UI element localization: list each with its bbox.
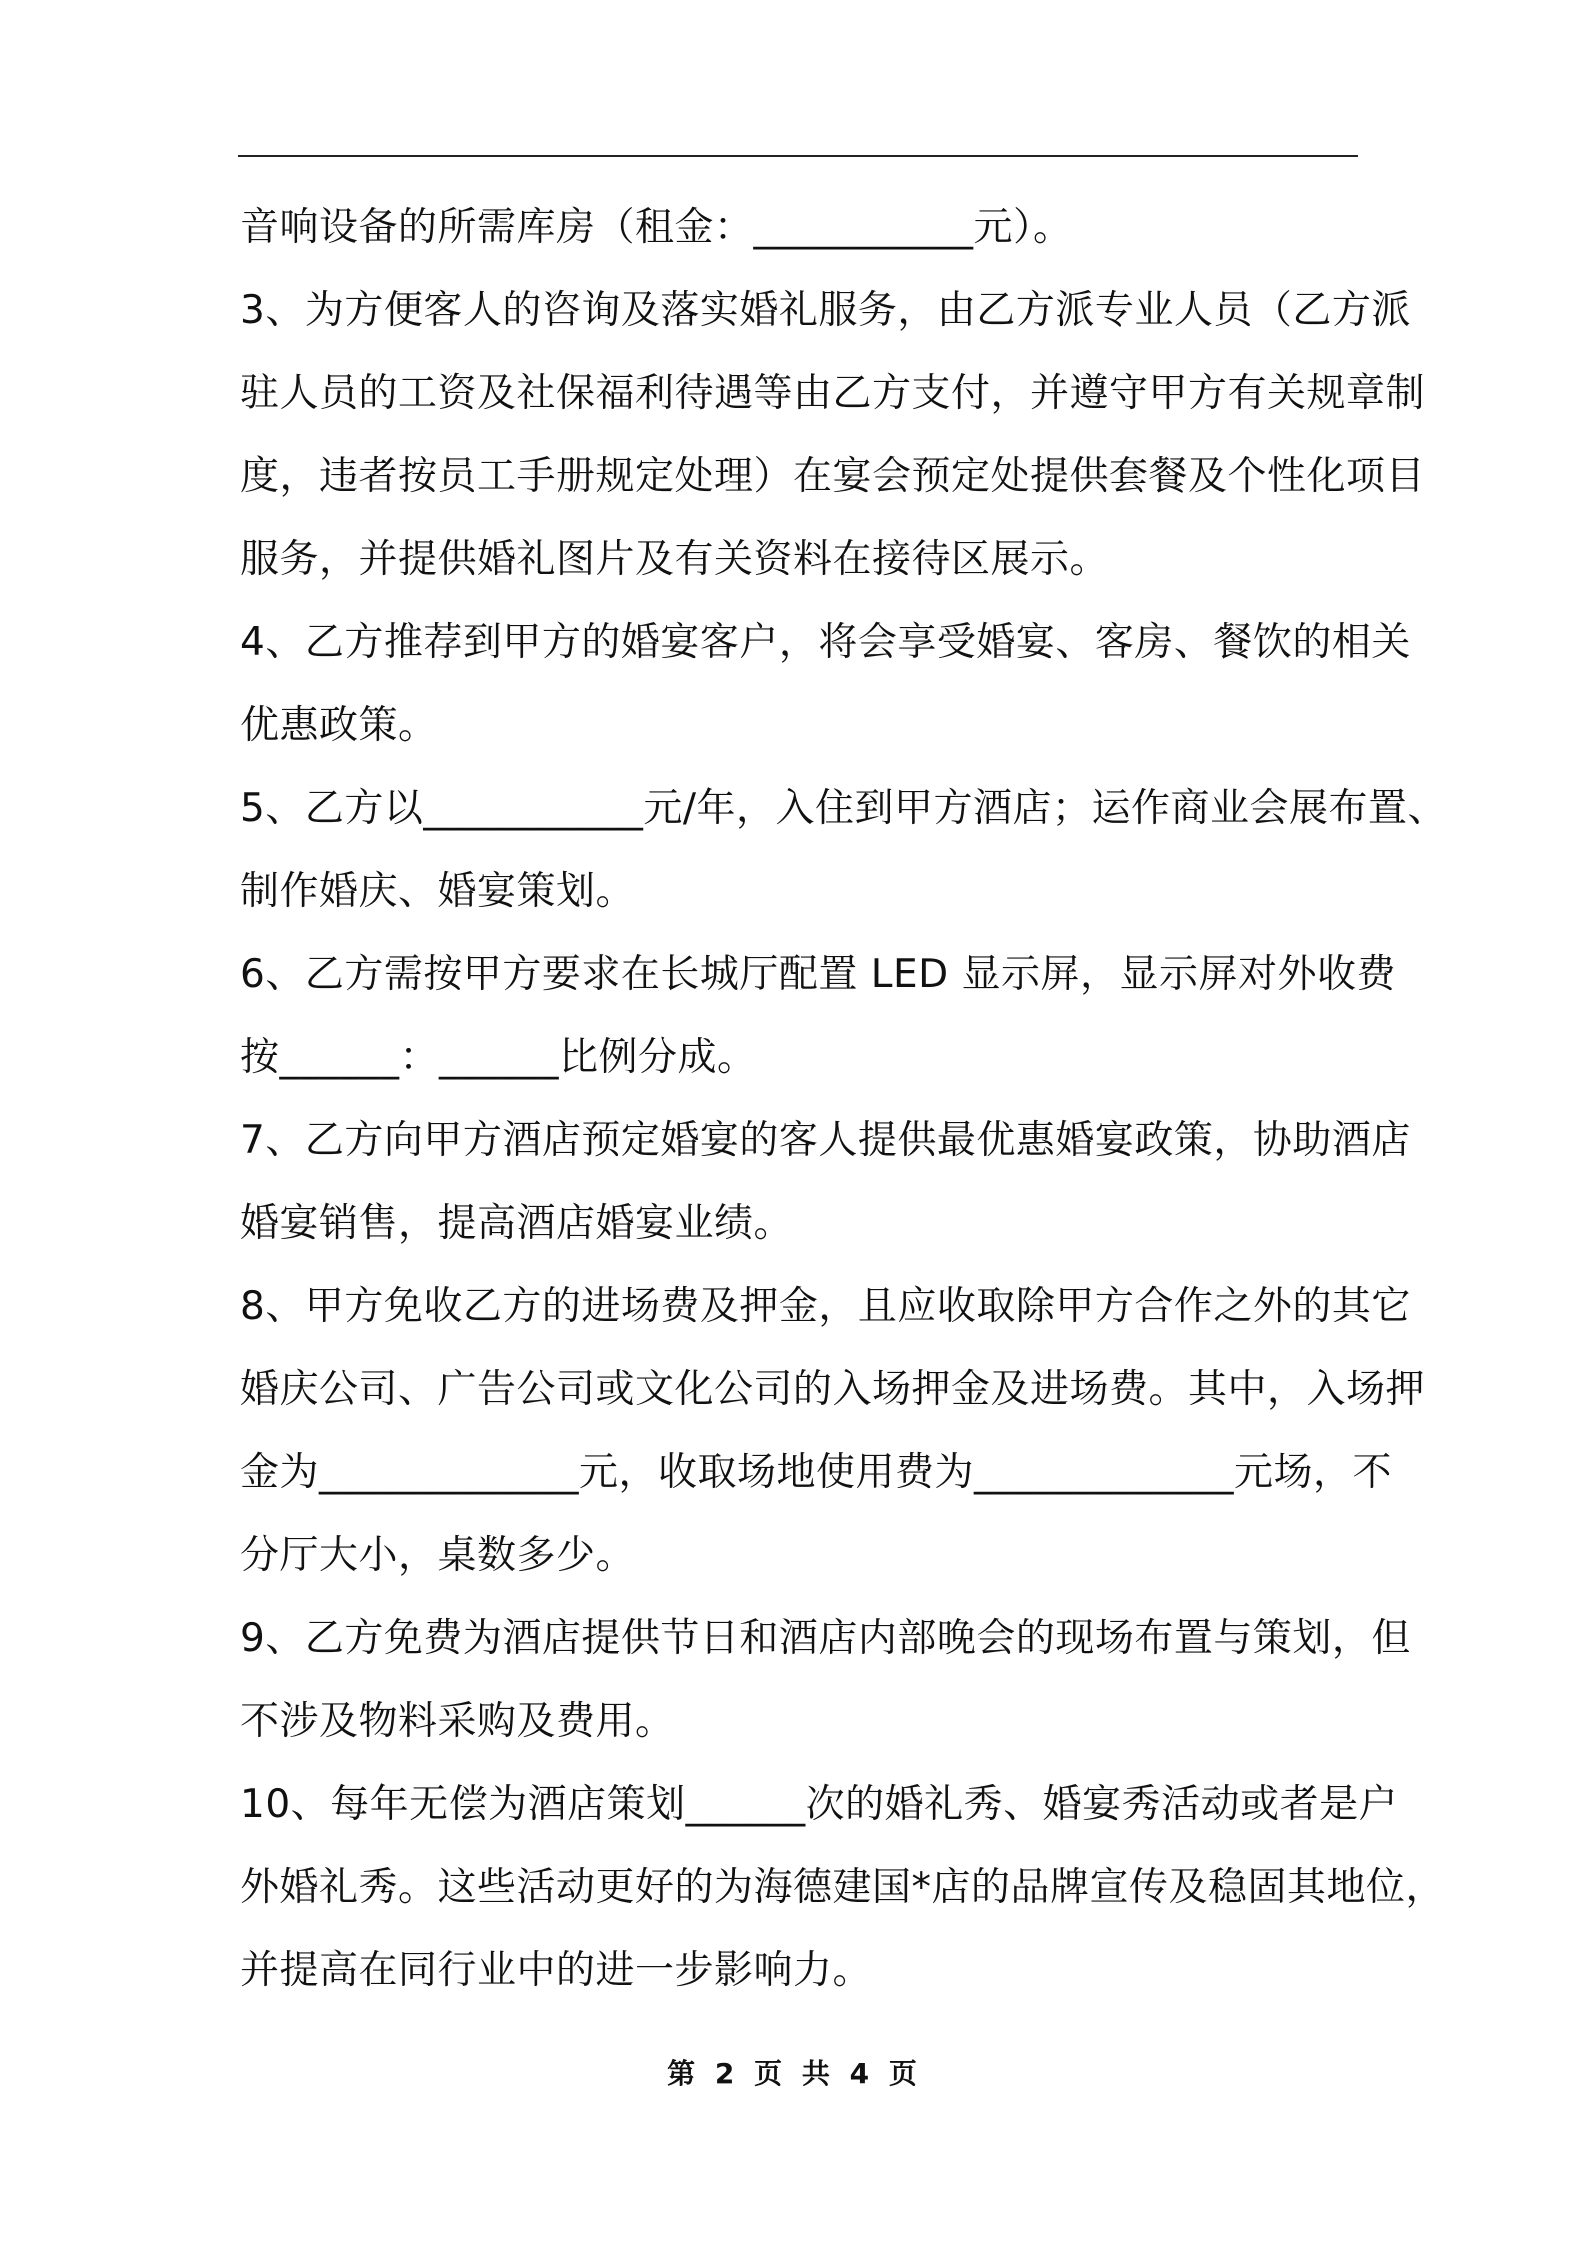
document-body <box>240 197 1447 2023</box>
text-line-16: 金为_____________元，收取场地使用费为_____________元场，不 <box>240 1450 1393 1495</box>
text-line-18: 9、乙方免费为酒店提供节日和酒店内部晚会的现场布置与策划，但 <box>240 1616 1411 1661</box>
header-rule <box>238 155 1358 157</box>
text-line-9: 制作婚庆、婚宴策划。 <box>240 869 636 914</box>
text-line-11: 按______：______比例分成。 <box>240 1035 757 1080</box>
text-line-2: 3、为方便客人的咨询及落实婚礼服务，由乙方派专业人员（乙方派 <box>240 288 1411 333</box>
text-line-7: 优惠政策。 <box>240 703 438 748</box>
text-line-1: 音响设备的所需库房（租金：___________元）。 <box>240 205 1073 250</box>
page-number-footer: 第 2 页 共 4 页 <box>667 2057 919 2090</box>
text-line-10: 6、乙方需按甲方要求在长城厅配置 LED 显示屏，显示屏对外收费 <box>240 952 1397 997</box>
text-line-3: 驻人员的工资及社保福利待遇等由乙方支付，并遵守甲方有关规章制 <box>240 371 1426 416</box>
text-line-5: 服务，并提供婚礼图片及有关资料在接待区展示。 <box>240 537 1110 582</box>
text-line-20: 10、每年无偿为酒店策划______次的婚礼秀、婚宴秀活动或者是户 <box>240 1782 1399 1827</box>
text-line-6: 4、乙方推荐到甲方的婚宴客户，将会享受婚宴、客房、餐饮的相关 <box>240 620 1411 665</box>
text-line-12: 7、乙方向甲方酒店预定婚宴的客人提供最优惠婚宴政策，协助酒店 <box>240 1118 1411 1163</box>
text-line-13: 婚宴销售，提高酒店婚宴业绩。 <box>240 1201 794 1246</box>
text-line-15: 婚庆公司、广告公司或文化公司的入场押金及进场费。其中，入场押 <box>240 1367 1426 1412</box>
text-line-19: 不涉及物料采购及费用。 <box>240 1699 675 1744</box>
text-line-8: 5、乙方以___________元/年，入住到甲方酒店；运作商业会展布置、 <box>240 786 1447 831</box>
text-line-14: 8、甲方免收乙方的进场费及押金，且应收取除甲方合作之外的其它 <box>240 1284 1411 1329</box>
text-line-17: 分厅大小，桌数多少。 <box>240 1533 636 1578</box>
text-line-21: 外婚礼秀。这些活动更好的为海德建国*店的品牌宣传及稳固其地位， <box>240 1865 1446 1910</box>
text-line-22: 并提高在同行业中的进一步影响力。 <box>240 1948 873 1993</box>
text-line-4: 度，违者按员工手册规定处理）在宴会预定处提供套餐及个性化项目 <box>240 454 1426 499</box>
